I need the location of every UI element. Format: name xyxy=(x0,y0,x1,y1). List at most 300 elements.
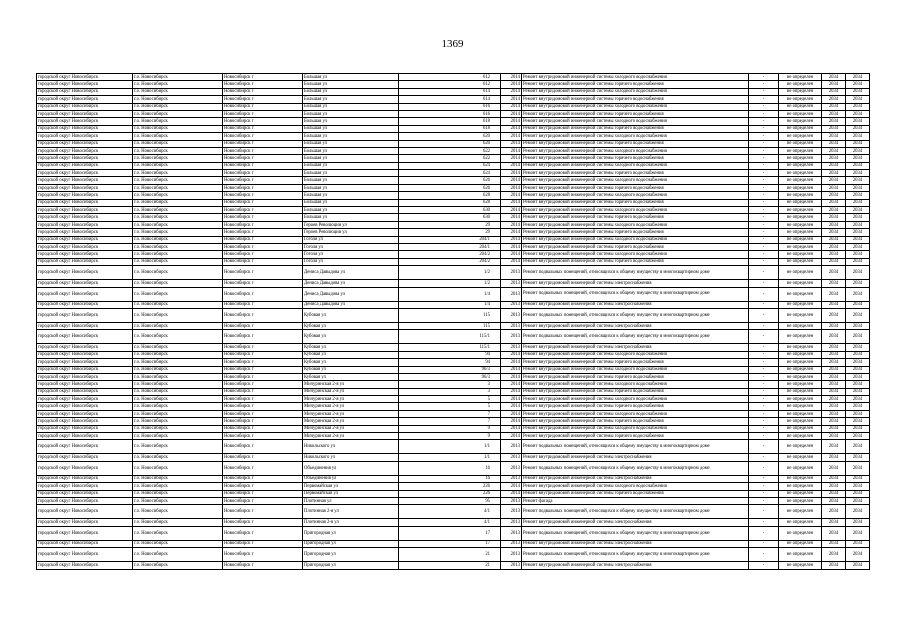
status-cell: не определен xyxy=(779,207,822,214)
city-district-cell: г.о. Новосибирск xyxy=(133,475,223,482)
work-type-cell: Ремонт внутридомовой инженерной системы холодного водоснабжения xyxy=(522,103,749,110)
city-district-cell: г.о. Новосибирск xyxy=(133,308,223,322)
city-district-cell: г.о. Новосибирск xyxy=(133,425,223,432)
plan-year-start-cell: 2034 xyxy=(822,74,846,81)
work-type-cell: Ремонт внутридомовой инженерной системы электроснабжения xyxy=(522,280,749,287)
work-type-cell: Ремонт внутридомовой инженерной системы электроснабжения xyxy=(522,540,749,547)
house-number-cell: 620 xyxy=(399,133,501,140)
street-cell: Большая ул xyxy=(303,125,399,132)
municipal-district-cell: городской округ Новосибирск xyxy=(37,351,133,358)
plan-year-end-cell: 2034 xyxy=(846,330,870,344)
city-district-cell: г.о. Новосибирск xyxy=(133,103,223,110)
build-year-cell: 2013 xyxy=(501,461,522,475)
cost-cell: - xyxy=(749,483,779,490)
municipal-district-cell: городской округ Новосибирск xyxy=(37,461,133,475)
municipal-district-cell: городской округ Новосибирск xyxy=(37,236,133,243)
house-number-cell: 115 xyxy=(399,308,501,322)
house-number-cell: 29 xyxy=(399,221,501,228)
city-district-cell: г.о. Новосибирск xyxy=(133,199,223,206)
plan-year-start-cell: 2034 xyxy=(822,490,846,497)
table-row xyxy=(37,497,870,504)
municipal-district-cell: городской округ Новосибирск xyxy=(37,110,133,117)
locality-cell: Новосибирск г xyxy=(223,418,303,425)
locality-cell: Новосибирск г xyxy=(223,359,303,366)
street-cell: Дениса Давыдова ул xyxy=(303,266,399,280)
plan-year-end-cell: 2034 xyxy=(846,526,870,540)
build-year-cell: 2014 xyxy=(501,177,522,184)
plan-year-start-cell: 2034 xyxy=(822,322,846,329)
city-district-cell: г.о. Новосибирск xyxy=(133,497,223,504)
work-type-cell: Ремонт подвальных помещений, относящихся к общему имуществу в многоквартирном доме xyxy=(522,526,749,540)
municipal-district-cell: городской округ Новосибирск xyxy=(37,433,133,440)
house-number-cell: 614 xyxy=(399,88,501,95)
work-type-cell: Ремонт внутридомовой инженерной системы горячего водоснабжения xyxy=(522,81,749,88)
plan-year-end-cell: 2034 xyxy=(846,155,870,162)
work-type-cell: Ремонт внутридомовой инженерной системы горячего водоснабжения xyxy=(522,96,749,103)
street-cell: Мичуринская 2-я ул xyxy=(303,410,399,417)
city-district-cell: г.о. Новосибирск xyxy=(133,359,223,366)
house-number-cell: 1/1 xyxy=(399,440,501,454)
table-row xyxy=(37,519,870,526)
city-district-cell: г.о. Новосибирск xyxy=(133,221,223,228)
city-district-cell: г.о. Новосибирск xyxy=(133,505,223,519)
status-cell: не определен xyxy=(779,258,822,265)
plan-year-start-cell: 2034 xyxy=(822,192,846,199)
build-year-cell: 2014 xyxy=(501,207,522,214)
plan-year-end-cell: 2034 xyxy=(846,140,870,147)
work-type-cell: Ремонт внутридомовой инженерной системы электроснабжения xyxy=(522,475,749,482)
locality-cell: Новосибирск г xyxy=(223,192,303,199)
work-type-cell: Ремонт внутридомовой инженерной системы горячего водоснабжения xyxy=(522,110,749,117)
status-cell: не определен xyxy=(779,236,822,243)
city-district-cell: г.о. Новосибирск xyxy=(133,301,223,308)
work-type-cell: Ремонт внутридомовой инженерной системы холодного водоснабжения xyxy=(522,118,749,125)
municipal-district-cell: городской округ Новосибирск xyxy=(37,562,133,569)
cost-cell: - xyxy=(749,280,779,287)
work-type-cell: Ремонт внутридомовой инженерной системы электроснабжения xyxy=(522,344,749,351)
cost-cell: - xyxy=(749,88,779,95)
work-type-cell: Ремонт внутридомовой инженерной системы холодного водоснабжения xyxy=(522,366,749,373)
table-row xyxy=(37,396,870,403)
locality-cell: Новосибирск г xyxy=(223,133,303,140)
plan-year-end-cell: 2034 xyxy=(846,162,870,169)
street-cell: Большая ул xyxy=(303,88,399,95)
table-row xyxy=(37,425,870,432)
municipal-district-cell: городской округ Новосибирск xyxy=(37,162,133,169)
build-year-cell: 2014 xyxy=(501,258,522,265)
plan-year-start-cell: 2034 xyxy=(822,381,846,388)
cost-cell: - xyxy=(749,192,779,199)
table-row xyxy=(37,251,870,258)
status-cell: не определен xyxy=(779,184,822,191)
table-row xyxy=(37,287,870,301)
plan-year-start-cell: 2034 xyxy=(822,280,846,287)
cost-cell: - xyxy=(749,410,779,417)
build-year-cell: 2013 xyxy=(501,497,522,504)
plan-year-end-cell: 2034 xyxy=(846,490,870,497)
table-row xyxy=(37,162,870,169)
build-year-cell: 2014 xyxy=(501,221,522,228)
cost-cell: - xyxy=(749,81,779,88)
city-district-cell: г.о. Новосибирск xyxy=(133,490,223,497)
municipal-district-cell: городской округ Новосибирск xyxy=(37,192,133,199)
house-number-cell: 622 xyxy=(399,155,501,162)
plan-year-end-cell: 2034 xyxy=(846,229,870,236)
locality-cell: Новосибирск г xyxy=(223,475,303,482)
table-row xyxy=(37,243,870,250)
plan-year-start-cell: 2034 xyxy=(822,301,846,308)
municipal-district-cell: городской округ Новосибирск xyxy=(37,410,133,417)
house-number-cell: 5 xyxy=(399,403,501,410)
work-type-cell: Ремонт внутридомовой инженерной системы холодного водоснабжения xyxy=(522,251,749,258)
locality-cell: Новосибирск г xyxy=(223,540,303,547)
cost-cell: - xyxy=(749,147,779,154)
status-cell: не определен xyxy=(779,74,822,81)
plan-year-end-cell: 2034 xyxy=(846,366,870,373)
table-row xyxy=(37,96,870,103)
municipal-district-cell: городской округ Новосибирск xyxy=(37,287,133,301)
build-year-cell: 2014 xyxy=(501,184,522,191)
status-cell: не определен xyxy=(779,133,822,140)
work-type-cell: Ремонт подвальных помещений, относящихся к общему имуществу в многоквартирном доме xyxy=(522,266,749,280)
cost-cell: - xyxy=(749,403,779,410)
house-number-cell: 96/3 xyxy=(399,366,501,373)
status-cell: не определен xyxy=(779,562,822,569)
status-cell: не определен xyxy=(779,88,822,95)
cost-cell: - xyxy=(749,266,779,280)
work-type-cell: Ремонт внутридомовой инженерной системы холодного водоснабжения xyxy=(522,192,749,199)
work-type-cell: Ремонт внутридомовой инженерной системы холодного водоснабжения xyxy=(522,88,749,95)
plan-year-start-cell: 2034 xyxy=(822,344,846,351)
plan-year-start-cell: 2034 xyxy=(822,133,846,140)
work-type-cell: Ремонт внутридомовой инженерной системы горячего водоснабжения xyxy=(522,170,749,177)
plan-year-end-cell: 2034 xyxy=(846,433,870,440)
locality-cell: Новосибирск г xyxy=(223,381,303,388)
city-district-cell: г.о. Новосибирск xyxy=(133,96,223,103)
street-cell: Мичуринская 2-я ул xyxy=(303,418,399,425)
plan-year-end-cell: 2034 xyxy=(846,454,870,461)
locality-cell: Новосибирск г xyxy=(223,322,303,329)
city-district-cell: г.о. Новосибирск xyxy=(133,373,223,380)
work-type-cell: Ремонт внутридомовой инженерной системы электроснабжения xyxy=(522,562,749,569)
municipal-district-cell: городской округ Новосибирск xyxy=(37,483,133,490)
cost-cell: - xyxy=(749,287,779,301)
table-row xyxy=(37,373,870,380)
build-year-cell: 2014 xyxy=(501,125,522,132)
cost-cell: - xyxy=(749,388,779,395)
street-cell: Кубовая ул xyxy=(303,359,399,366)
table-row xyxy=(37,548,870,562)
build-year-cell: 2014 xyxy=(501,170,522,177)
build-year-cell: 2013 xyxy=(501,475,522,482)
cost-cell: - xyxy=(749,351,779,358)
plan-year-start-cell: 2034 xyxy=(822,562,846,569)
work-type-cell: Ремонт внутридомовой инженерной системы горячего водоснабжения xyxy=(522,418,749,425)
street-cell: Пригородная ул xyxy=(303,548,399,562)
house-number-cell: 616 xyxy=(399,110,501,117)
house-number-cell: 16 xyxy=(399,475,501,482)
build-year-cell: 2014 xyxy=(501,118,522,125)
table-row xyxy=(37,301,870,308)
municipal-district-cell: городской округ Новосибирск xyxy=(37,170,133,177)
municipal-district-cell: городской округ Новосибирск xyxy=(37,425,133,432)
status-cell: не определен xyxy=(779,199,822,206)
plan-year-start-cell: 2034 xyxy=(822,214,846,221)
table-row xyxy=(37,351,870,358)
work-type-cell: Ремонт внутридомовой инженерной системы горячего водоснабжения xyxy=(522,490,749,497)
build-year-cell: 2013 xyxy=(501,266,522,280)
cost-cell: - xyxy=(749,519,779,526)
locality-cell: Новосибирск г xyxy=(223,366,303,373)
status-cell: не определен xyxy=(779,229,822,236)
plan-year-end-cell: 2034 xyxy=(846,287,870,301)
cost-cell: - xyxy=(749,505,779,519)
table-row xyxy=(37,475,870,482)
table-row xyxy=(37,490,870,497)
city-district-cell: г.о. Новосибирск xyxy=(133,526,223,540)
build-year-cell: 2013 xyxy=(501,505,522,519)
plan-year-end-cell: 2034 xyxy=(846,125,870,132)
house-number-cell: 9 xyxy=(399,433,501,440)
street-cell: Дениса Давыдова ул xyxy=(303,301,399,308)
build-year-cell: 2013 xyxy=(501,280,522,287)
street-cell: Большая ул xyxy=(303,133,399,140)
table-row xyxy=(37,155,870,162)
status-cell: не определен xyxy=(779,155,822,162)
work-type-cell: Ремонт внутридомовой инженерной системы горячего водоснабжения xyxy=(522,155,749,162)
plan-year-end-cell: 2034 xyxy=(846,344,870,351)
status-cell: не определен xyxy=(779,287,822,301)
municipal-district-cell: городской округ Новосибирск xyxy=(37,359,133,366)
city-district-cell: г.о. Новосибирск xyxy=(133,410,223,417)
street-cell: Кубовая ул xyxy=(303,344,399,351)
table-row xyxy=(37,192,870,199)
build-year-cell: 2014 xyxy=(501,388,522,395)
work-type-cell: Ремонт внутридомовой инженерной системы горячего водоснабжения xyxy=(522,403,749,410)
table-row xyxy=(37,147,870,154)
cost-cell: - xyxy=(749,440,779,454)
build-year-cell: 2014 xyxy=(501,229,522,236)
house-number-cell: 16 xyxy=(399,461,501,475)
house-number-cell: 3 xyxy=(399,381,501,388)
plan-year-start-cell: 2034 xyxy=(822,497,846,504)
table-row xyxy=(37,418,870,425)
house-number-cell: 618 xyxy=(399,125,501,132)
plan-year-end-cell: 2034 xyxy=(846,207,870,214)
build-year-cell: 2014 xyxy=(501,366,522,373)
table-row xyxy=(37,433,870,440)
status-cell: не определен xyxy=(779,147,822,154)
city-district-cell: г.о. Новосибирск xyxy=(133,322,223,329)
plan-year-start-cell: 2034 xyxy=(822,366,846,373)
city-district-cell: г.о. Новосибирск xyxy=(133,366,223,373)
plan-year-end-cell: 2034 xyxy=(846,301,870,308)
street-cell: Объединения ул xyxy=(303,475,399,482)
table-row xyxy=(37,133,870,140)
street-cell: Большая ул xyxy=(303,96,399,103)
cost-cell: - xyxy=(749,562,779,569)
street-cell: Героев Революции ул xyxy=(303,229,399,236)
city-district-cell: г.о. Новосибирск xyxy=(133,184,223,191)
locality-cell: Новосибирск г xyxy=(223,118,303,125)
work-type-cell: Ремонт подвальных помещений, относящихся к общему имуществу в многоквартирном доме xyxy=(522,330,749,344)
house-number-cell: 624 xyxy=(399,170,501,177)
table-row xyxy=(37,221,870,228)
table-row xyxy=(37,140,870,147)
cost-cell: - xyxy=(749,359,779,366)
work-type-cell: Ремонт внутридомовой инженерной системы холодного водоснабжения xyxy=(522,147,749,154)
locality-cell: Новосибирск г xyxy=(223,184,303,191)
city-district-cell: г.о. Новосибирск xyxy=(133,403,223,410)
plan-year-start-cell: 2034 xyxy=(822,483,846,490)
street-cell: Кубовая ул xyxy=(303,351,399,358)
plan-year-start-cell: 2034 xyxy=(822,396,846,403)
table-row xyxy=(37,103,870,110)
cost-cell: - xyxy=(749,133,779,140)
plan-year-start-cell: 2034 xyxy=(822,243,846,250)
plan-year-start-cell: 2034 xyxy=(822,110,846,117)
cost-cell: - xyxy=(749,497,779,504)
cost-cell: - xyxy=(749,454,779,461)
plan-year-end-cell: 2034 xyxy=(846,373,870,380)
city-district-cell: г.о. Новосибирск xyxy=(133,483,223,490)
locality-cell: Новосибирск г xyxy=(223,454,303,461)
table-row xyxy=(37,81,870,88)
work-type-cell: Ремонт внутридомовой инженерной системы электроснабжения xyxy=(522,519,749,526)
cost-cell: - xyxy=(749,103,779,110)
city-district-cell: г.о. Новосибирск xyxy=(133,177,223,184)
plan-year-start-cell: 2034 xyxy=(822,330,846,344)
house-number-cell: 204/2 xyxy=(399,251,501,258)
plan-year-start-cell: 2034 xyxy=(822,125,846,132)
municipal-district-cell: городской округ Новосибирск xyxy=(37,381,133,388)
plan-year-end-cell: 2034 xyxy=(846,118,870,125)
status-cell: не определен xyxy=(779,214,822,221)
plan-year-start-cell: 2034 xyxy=(822,258,846,265)
status-cell: не определен xyxy=(779,330,822,344)
street-cell: Плотинная ул xyxy=(303,497,399,504)
street-cell: Большая ул xyxy=(303,118,399,125)
municipal-district-cell: городской округ Новосибирск xyxy=(37,140,133,147)
build-year-cell: 2014 xyxy=(501,110,522,117)
municipal-district-cell: городской округ Новосибирск xyxy=(37,221,133,228)
street-cell: Плотинная 2-я ул xyxy=(303,505,399,519)
street-cell: Мичуринская 2-я ул xyxy=(303,381,399,388)
table-row xyxy=(37,562,870,569)
table-row xyxy=(37,461,870,475)
cost-cell: - xyxy=(749,396,779,403)
work-type-cell: Ремонт подвальных помещений, относящихся к общему имуществу в многоквартирном доме xyxy=(522,287,749,301)
cost-cell: - xyxy=(749,214,779,221)
work-type-cell: Ремонт внутридомовой инженерной системы горячего водоснабжения xyxy=(522,140,749,147)
municipal-district-cell: городской округ Новосибирск xyxy=(37,396,133,403)
municipal-district-cell: городской округ Новосибирск xyxy=(37,125,133,132)
cost-cell: - xyxy=(749,170,779,177)
cost-cell: - xyxy=(749,199,779,206)
house-number-cell: 7 xyxy=(399,410,501,417)
table-row xyxy=(37,440,870,454)
city-district-cell: г.о. Новосибирск xyxy=(133,162,223,169)
status-cell: не определен xyxy=(779,140,822,147)
work-type-cell: Ремонт внутридомовой инженерной системы электроснабжения xyxy=(522,454,749,461)
city-district-cell: г.о. Новосибирск xyxy=(133,140,223,147)
locality-cell: Новосибирск г xyxy=(223,96,303,103)
build-year-cell: 2013 xyxy=(501,540,522,547)
locality-cell: Новосибирск г xyxy=(223,110,303,117)
house-number-cell: 115/1 xyxy=(399,344,501,351)
house-number-cell: 115/1 xyxy=(399,330,501,344)
plan-year-end-cell: 2034 xyxy=(846,110,870,117)
house-number-cell: 96/3 xyxy=(399,373,501,380)
cost-cell: - xyxy=(749,322,779,329)
work-type-cell: Ремонт внутридомовой инженерной системы горячего водоснабжения xyxy=(522,359,749,366)
locality-cell: Новосибирск г xyxy=(223,490,303,497)
table-row xyxy=(37,308,870,322)
plan-year-start-cell: 2034 xyxy=(822,526,846,540)
cost-cell: - xyxy=(749,381,779,388)
city-district-cell: г.о. Новосибирск xyxy=(133,110,223,117)
plan-year-end-cell: 2034 xyxy=(846,147,870,154)
municipal-district-cell: городской округ Новосибирск xyxy=(37,88,133,95)
status-cell: не определен xyxy=(779,96,822,103)
municipal-district-cell: городской округ Новосибирск xyxy=(37,177,133,184)
house-number-cell: 1/4 xyxy=(399,301,501,308)
locality-cell: Новосибирск г xyxy=(223,74,303,81)
plan-year-start-cell: 2034 xyxy=(822,461,846,475)
build-year-cell: 2014 xyxy=(501,162,522,169)
locality-cell: Новосибирск г xyxy=(223,221,303,228)
build-year-cell: 2013 xyxy=(501,287,522,301)
work-type-cell: Ремонт подвальных помещений, относящихся к общему имуществу в многоквартирном доме xyxy=(522,505,749,519)
municipal-district-cell: городской округ Новосибирск xyxy=(37,243,133,250)
locality-cell: Новосибирск г xyxy=(223,519,303,526)
status-cell: не определен xyxy=(779,425,822,432)
work-type-cell: Ремонт подвальных помещений, относящихся к общему имуществу в многоквартирном доме xyxy=(522,308,749,322)
status-cell: не определен xyxy=(779,118,822,125)
plan-year-start-cell: 2034 xyxy=(822,403,846,410)
build-year-cell: 2013 xyxy=(501,330,522,344)
house-number-cell: 622 xyxy=(399,147,501,154)
street-cell: Кубовая ул xyxy=(303,366,399,373)
plan-year-end-cell: 2034 xyxy=(846,214,870,221)
street-cell: Гоголя ул xyxy=(303,251,399,258)
build-year-cell: 2013 xyxy=(501,548,522,562)
cost-cell: - xyxy=(749,96,779,103)
house-number-cell: 1/4 xyxy=(399,287,501,301)
municipal-district-cell: городской округ Новосибирск xyxy=(37,81,133,88)
status-cell: не определен xyxy=(779,373,822,380)
work-type-cell: Ремонт подвальных помещений, относящихся к общему имуществу в многоквартирном доме xyxy=(522,440,749,454)
plan-year-start-cell: 2034 xyxy=(822,162,846,169)
table-row xyxy=(37,88,870,95)
plan-year-start-cell: 2034 xyxy=(822,103,846,110)
cost-cell: - xyxy=(749,140,779,147)
locality-cell: Новосибирск г xyxy=(223,155,303,162)
table-row xyxy=(37,125,870,132)
plan-year-end-cell: 2034 xyxy=(846,258,870,265)
table-row xyxy=(37,403,870,410)
status-cell: не определен xyxy=(779,243,822,250)
locality-cell: Новосибирск г xyxy=(223,388,303,395)
cost-cell: - xyxy=(749,155,779,162)
plan-year-end-cell: 2034 xyxy=(846,403,870,410)
locality-cell: Новосибирск г xyxy=(223,125,303,132)
house-number-cell: 624 xyxy=(399,162,501,169)
cost-cell: - xyxy=(749,425,779,432)
plan-year-end-cell: 2034 xyxy=(846,519,870,526)
work-type-cell: Ремонт внутридомовой инженерной системы горячего водоснабжения xyxy=(522,184,749,191)
table-row xyxy=(37,359,870,366)
